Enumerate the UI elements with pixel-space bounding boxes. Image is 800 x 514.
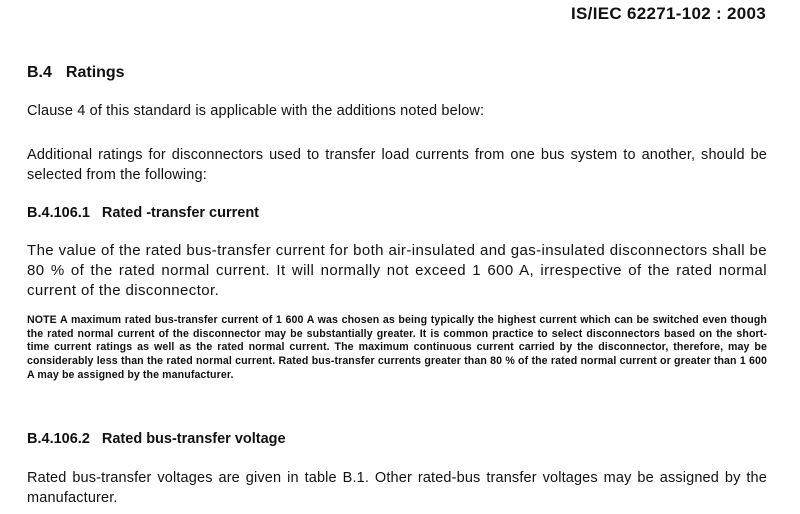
subsection-1-body: The value of the rated bus-transfer current for both air-insulated and gas-insulated disconnectors shall be 80 % of the rated normal current. It will normally not exceed 1 600 A, irrespective of the rated normal current of the disconnector. — [27, 242, 767, 299]
additional-ratings-paragraph: Additional ratings for disconnectors used to transfer load currents from one bus system to another, should be selected from the following: — [27, 147, 767, 183]
section-number: B.4 — [27, 64, 52, 81]
section-heading — [27, 64, 125, 82]
subsection-1-note: NOTE A maximum rated bus-transfer current of 1 600 A was chosen as being typically the highest current which can be switched even though the rated normal current of the disconnector may be substantially greater. It is common practice to select disconnectors based on the short-time current ratings as well as the rated normal current. The maximum continuous current carried by the disconnector, therefore, may be considerably less than the rated normal current. Rated bus-transfer currents greater than 80 % of the rated normal current or greater than 1 600 A may be assigned by the manufacturer. — [27, 314, 767, 381]
subsection-2-heading — [27, 431, 286, 447]
subsection-2-number: B.4.106.2 — [27, 431, 90, 447]
section-title: Ratings — [65, 64, 125, 81]
standard-identifier: IS/IEC 62271-102 : 2003 — [571, 4, 766, 23]
subsection-1-number: B.4.106.1 — [27, 205, 90, 221]
subsection-2-body: Rated bus-transfer voltages are given in table B.1. Other rated-bus transfer voltages may be assigned by the manufacturer. — [27, 470, 767, 506]
section-intro-paragraph: Clause 4 of this standard is applicable with the additions noted below: — [27, 103, 485, 119]
subsection-1-title: Rated -transfer current — [101, 205, 260, 221]
subsection-1-heading — [27, 205, 259, 221]
subsection-2-title: Rated bus-transfer voltage — [101, 431, 286, 447]
